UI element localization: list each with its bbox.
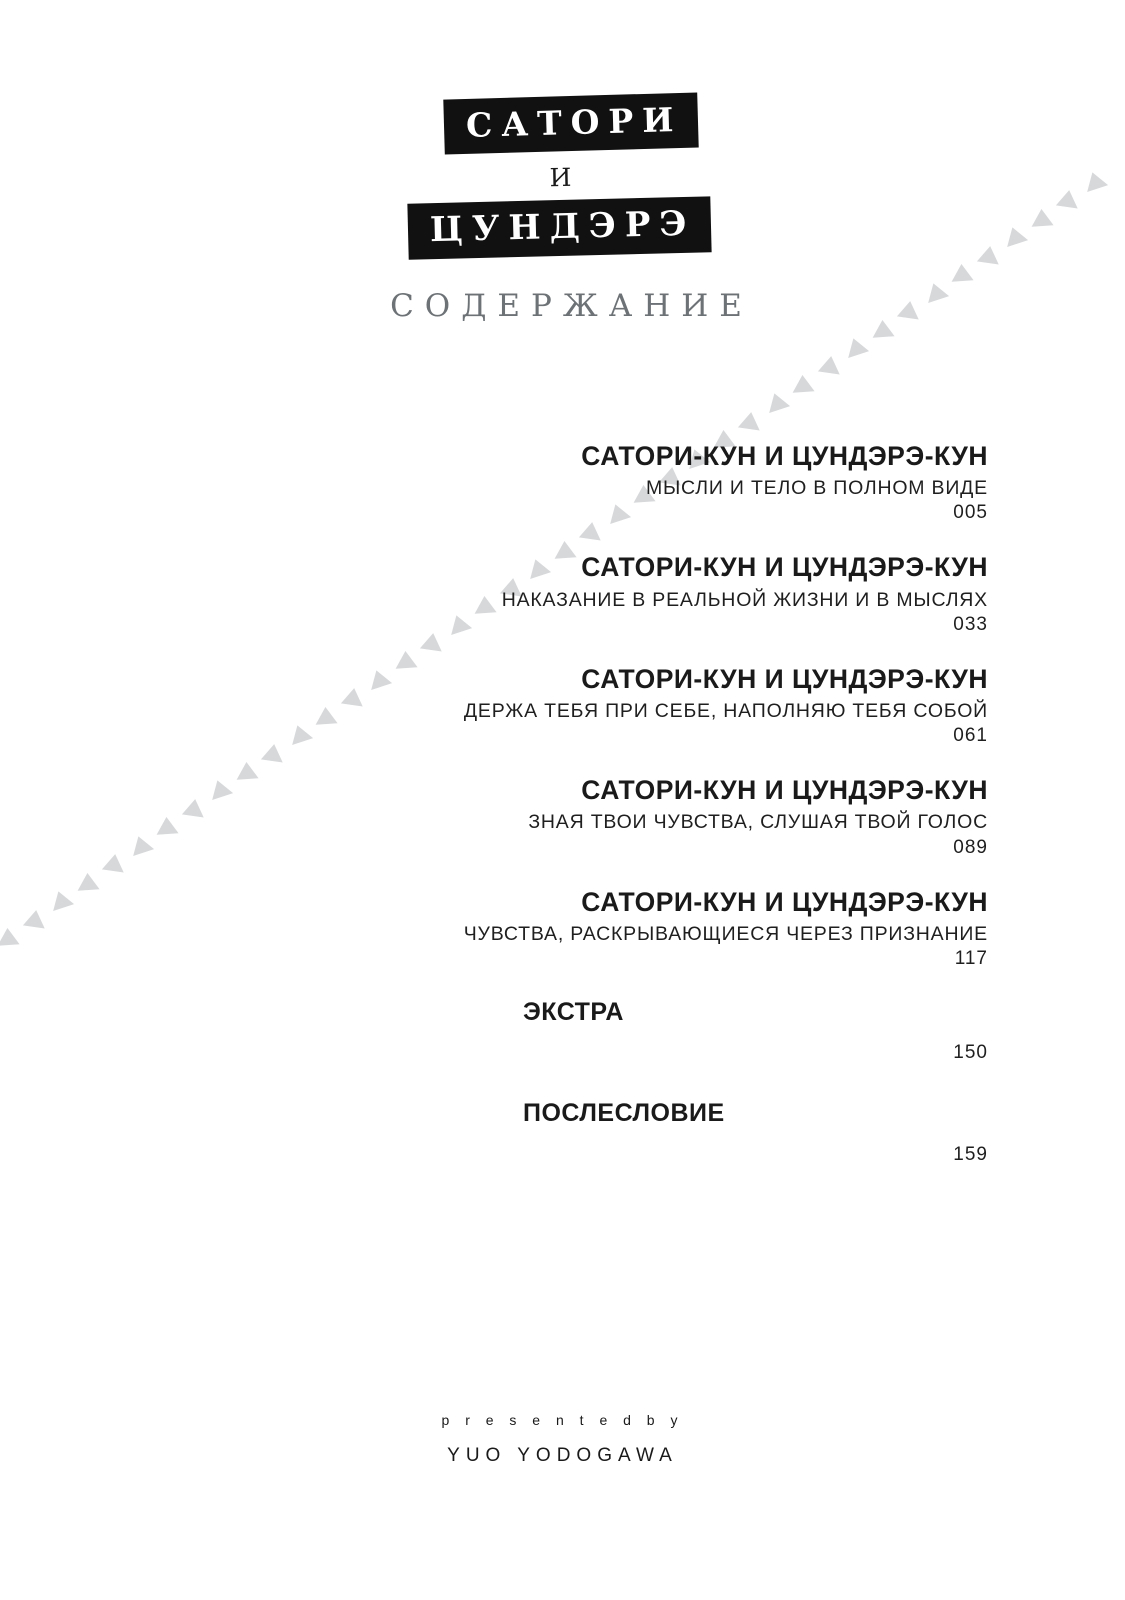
decorative-triangle [818,355,842,375]
toc-entry-subtitle: ДЕРЖА ТЕБЯ ПРИ СЕБЕ, НАПОЛНЯЮ ТЕБЯ СОБОЙ [463,700,988,722]
author-name: YUO YODOGAWA [447,1445,678,1466]
toc-entry-title: САТОРИ-КУН И ЦУНДЭРЭ-КУН [581,775,988,806]
toc-entry[interactable] [0,440,1125,524]
toc-entry[interactable] [0,774,1125,858]
book-title-block [0,96,1125,256]
decorative-triangle [792,374,815,392]
decorative-triangle [843,335,869,358]
toc-entry-page: 159 [953,1143,988,1165]
toc-entry-page: 089 [953,836,988,858]
toc-entry-subtitle: МЫСЛИ И ТЕЛО В ПОЛНОМ ВИДЕ [645,477,988,500]
toc-entry-extra[interactable] [0,997,1125,1064]
toc-entry-title: САТОРИ-КУН И ЦУНДЭРЭ-КУН [581,663,988,694]
contents-heading: СОДЕРЖАНИЕ [390,288,753,324]
toc-entry-page: 061 [953,725,988,747]
toc-entry-title: САТОРИ-КУН И ЦУНДЭРЭ-КУН [581,886,988,917]
toc-entry-title: ЭКСТРА [523,998,624,1027]
decorative-triangle [951,263,974,281]
toc-entry-subtitle: ЗНАЯ ТВОИ ЧУВСТВА, СЛУШАЯ ТВОЙ ГОЛОС [528,811,988,834]
footer-credit [0,1412,1125,1467]
table-of-contents [0,440,1125,1174]
toc-entry-afterword[interactable] [0,1098,1125,1165]
toc-entry[interactable] [0,886,1125,970]
toc-entry-subtitle: НАКАЗАНИЕ В РЕАЛЬНОЙ ЖИЗНИ И В МЫСЛЯХ [501,588,988,611]
presented-by-label: p r e s e n t e d b y [441,1412,684,1428]
toc-entry-page: 150 [953,1042,988,1064]
book-title-line1: САТОРИ [444,92,700,154]
decorative-triangle [764,390,790,413]
toc-entry-subtitle: ЧУВСТВА, РАСКРЫВАЮЩИЕСЯ ЧЕРЕЗ ПРИЗНАНИЕ [463,922,988,945]
toc-entry-page: 117 [954,948,988,970]
toc-entry[interactable] [0,663,1125,747]
toc-entry-page: 005 [953,502,988,524]
toc-entry[interactable] [0,551,1125,635]
decorative-triangle [738,410,762,430]
toc-entry-page: 033 [953,613,988,635]
toc-entry-title: САТОРИ-КУН И ЦУНДЭРЭ-КУН [581,441,988,471]
book-title-line2: ЦУНДЭРЭ [407,196,712,259]
toc-entry-title: ПОСЛЕСЛОВИЕ [523,1099,725,1128]
toc-entry-title: САТОРИ-КУН И ЦУНДЭРЭ-КУН [581,552,988,583]
book-title-conjunction: И [549,162,576,193]
